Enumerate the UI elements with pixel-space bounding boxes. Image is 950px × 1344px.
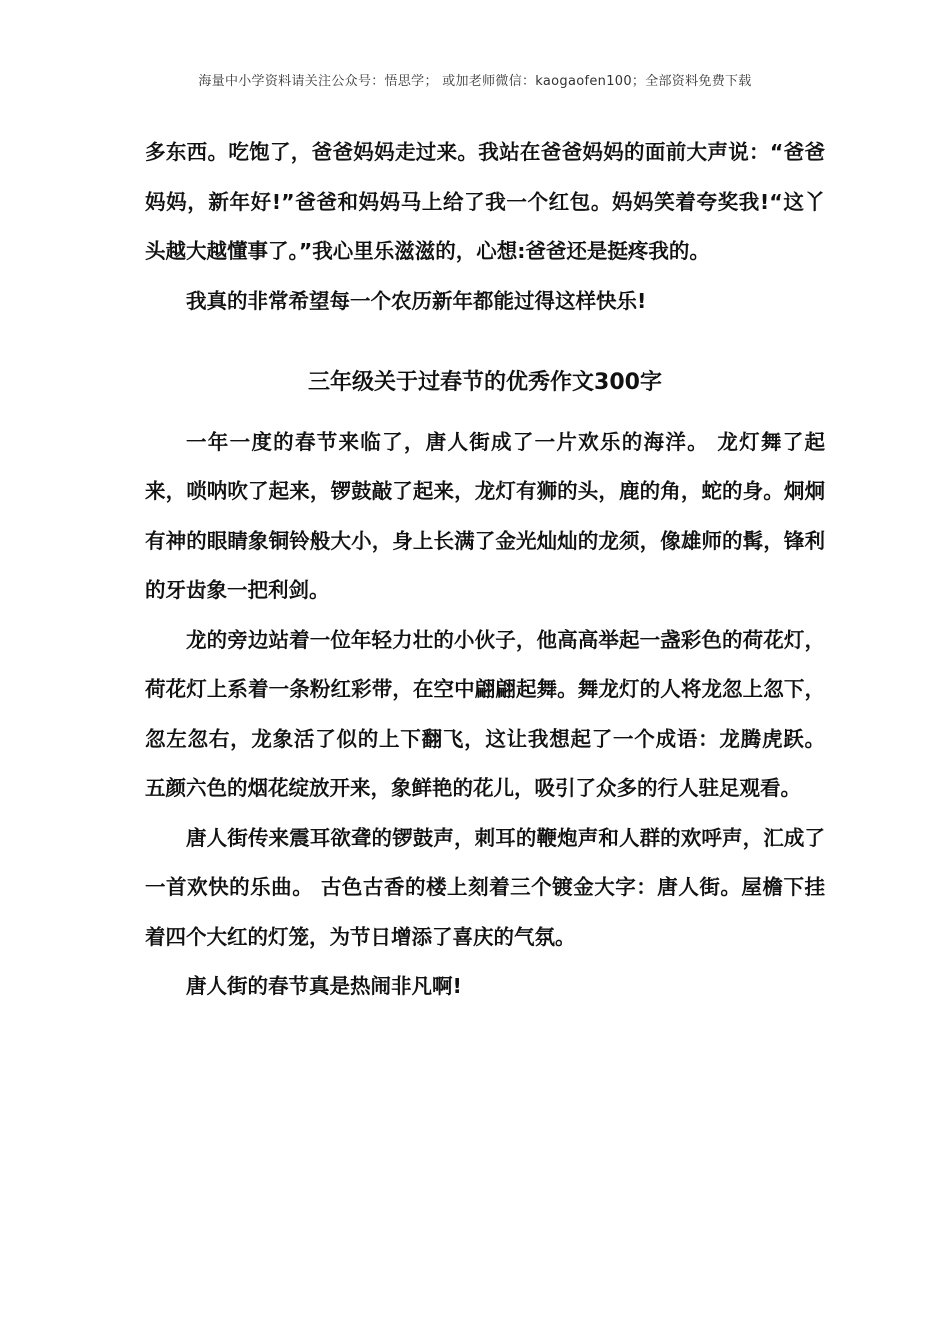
essay-paragraph-3: 唐人街传来震耳欲聋的锣鼓声，刺耳的鞭炮声和人群的欢呼声，汇成了一首欢快的乐曲。 古色古香的楼上刻着三个镀金大字：唐人街。屋檐下挂着四个大红的灯笼，为节日增添了喜庆的气氛。 — [145, 825, 825, 949]
essay-paragraph-1: 一年一度的春节来临了，唐人街成了一片欢乐的海洋。 龙灯舞了起来，唢呐吹了起来，锣鼓敲了起来，龙灯有狮的头，鹿的角，蛇的身。炯炯有神的眼睛象铜铃般大小，身上长满了金光灿灿的龙须，像雄师的髯，锋利的牙齿象一把利剑。 — [145, 429, 825, 602]
essay-paragraph-2: 龙的旁边站着一位年轻力壮的小伙子，他高高举起一盏彩色的荷花灯，荷花灯上系着一条粉红彩带，在空中翩翩起舞。舞龙灯的人将龙忽上忽下，忽左忽右，龙象活了似的上下翻飞，这让我想起了一个成语：龙腾虎跃。 五颜六色的烟花绽放开来，象鲜艳的花儿，吸引了众多的行人驻足观看。 — [145, 627, 825, 800]
section-gap — [145, 326, 825, 358]
prev-essay-paragraph-1: 多东西。吃饱了，爸爸妈妈走过来。我站在爸爸妈妈的面前大声说：“爸爸妈妈，新年好!”爸爸和妈妈马上给了我一个红包。妈妈笑着夸奖我!“这丫头越大越懂事了。”我心里乐滋滋的，心想:爸爸还是挺疼我的。 — [145, 140, 825, 263]
header-notice: 海量中小学资料请关注公众号：悟思学； 或加老师微信：kaogaofen100；全部资料免费下载 — [198, 74, 752, 89]
document-body — [145, 128, 825, 1012]
prev-essay-paragraph-2: 我真的非常希望每一个农历新年都能过得这样快乐! — [186, 288, 647, 313]
essay-title: 三年级关于过春节的优秀作文300字 — [308, 370, 662, 395]
essay-paragraph-4: 唐人街的春节真是热闹非凡啊! — [186, 974, 462, 998]
